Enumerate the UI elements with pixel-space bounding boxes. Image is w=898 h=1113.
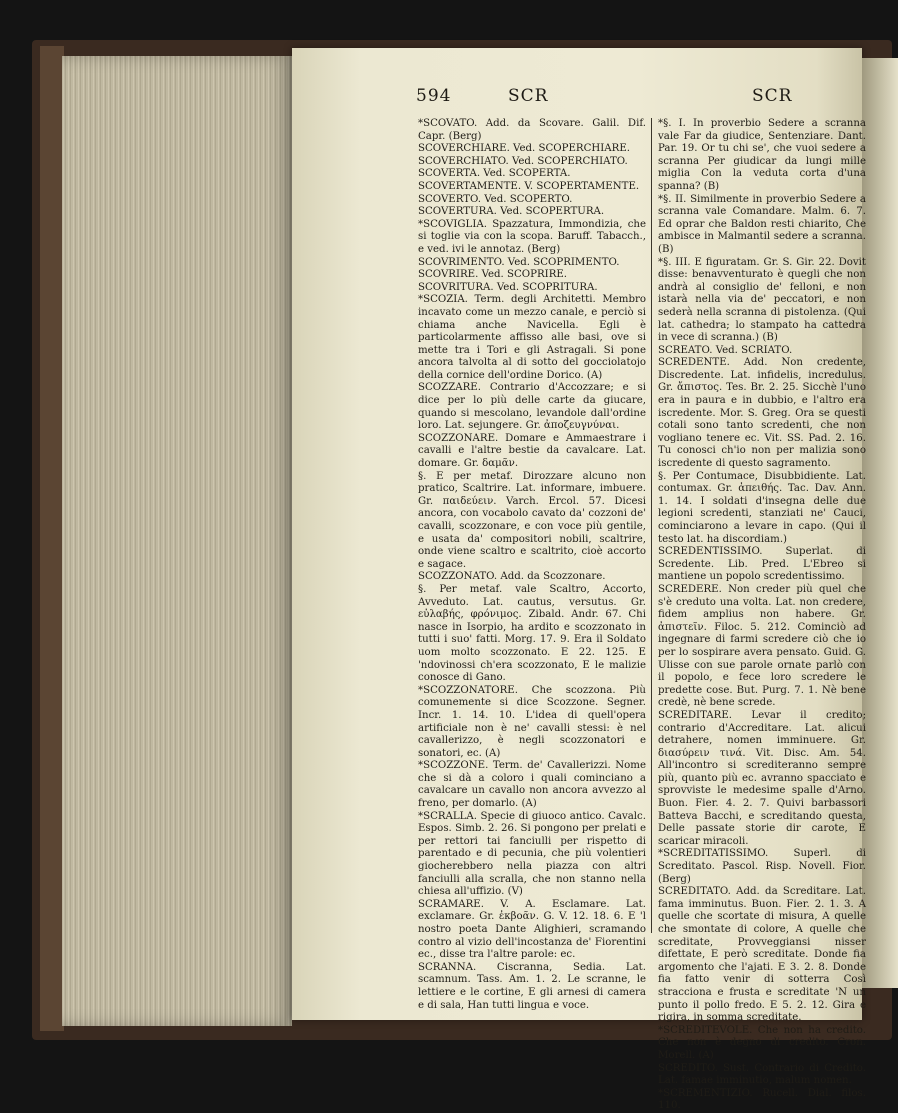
entry: *SCREMENTIZIO. Rucell. Dial. filos. 110. — [658, 1087, 866, 1112]
entry: §. Per Contumace, Disubbidiente. Lat. contumax. Gr. ἀπειθής. Tac. Dav. Ann. 1. 14. I soldati d'insegna delle due legioni scredenti, stanziati ne' Cauci, cominciarono a levare in capo. (Qui il testo lat. ha discordiam.) — [658, 470, 866, 545]
entry: SCREDERE. Non creder più quel che s'è creduto una volta. Lat. non credere, fidem amplius non habere. Gr. ἀπιστεῖν. Filoc. 5. 212. Cominciò ad ingegnare di farmi scredere ciò che io per lo sospirare avera pensato. Guid. G. Ulisse con sue parole ornate parlò con il popolo, e fece loro scredere le predette cose. But. Purg. 7. 1. Nè bene credè, nè bene screde. — [658, 583, 866, 709]
page-block-edge — [62, 56, 292, 1026]
right-column — [658, 118, 866, 1112]
entry: *SCOVIGLIA. Spazzatura, Immondizia, che si toglie via con la scopa. Baruff. Tabacch., e ved. ivi le annotaz. (Berg) — [418, 218, 646, 255]
entry: SCOVRIRE. Ved. SCOPRIRE. — [418, 269, 568, 281]
entry: SCOVERTAMENTE. V. SCOPERTAMENTE. — [418, 180, 640, 192]
entry: SCOVERCHIATO. Ved. SCOPERCHIATO. — [418, 155, 628, 167]
entry: *SCREDITATISSIMO. Superl. di Screditato. Pascol. Risp. Novell. Fior. (Berg) — [658, 848, 866, 885]
entry: SCREATO. Ved. SCRIATO. — [658, 344, 793, 356]
entry: SCRAMARE. V. A. Esclamare. Lat. exclamare. Gr. ἐκβοᾶν. G. V. 12. 18. 6. E 'l nostro poeta Dante Alighieri, scramando contro al vizio dell'incostanza de' Fiorentini ec., disse tra l'altre parole: ec. — [418, 898, 646, 961]
entry: *SCRALLA. Specie di giuoco antico. Cavalc. Espos. Simb. 2. 26. Si pongono per prelati e per rettori tai fanciulli per rispetto di parentado e di pecunia, che più volentieri giocherebbero nella piazza con altri fanciulli alla scralla, che non stanno nella chiesa all'uffizio. (V) — [418, 810, 646, 898]
column-divider — [651, 118, 652, 933]
entry: SCRANNA. Ciscranna, Sedia. Lat. scamnum. Tass. Am. 1. 2. Le scranne, le lettiere e le cortine, E gli arnesi di camera e di sala, Han tutti lingua e voce. — [418, 961, 646, 1011]
left-column — [418, 118, 646, 1012]
page-number: 594 — [416, 86, 452, 106]
entry: SCREDENTE. Add. Non credente, Discredente. Lat. infidelis, incredulus. Gr. ἄπιστος. Tes. Br. 2. 25. Sicchè l'uno era in paura e in dubbio, e l'altro era iscredente. Mor. S. Greg. Ora se questi cotali sono tanto scredenti, che non vogliano tenere ec. Vit. SS. Pad. 2. 16. Tu conosci ch'io non per malizia sono iscredente di questo sagramento. — [658, 357, 866, 470]
entry: *§. I. In proverbio Sedere a scranna vale Far da giudice, Sentenziare. Dant. Par. 19. Or tu chi se', che vuoi sedere a scranna Per giudicar da lungi mille miglia Con la veduta corta d'una spanna? (B) — [658, 118, 866, 192]
book-spine-edge — [40, 46, 64, 1031]
entry: SCREDITATO. Add. da Screditare. Lat. fama imminutus. Buon. Fier. 2. 1. 3. A quelle che scortate di misura, A quelle che smontate di colore, A quelle che screditate, Provveggiansi nisser difettate, E però screditate. Donde fia argomento che l'ajati. E 3. 2. 8. Donde fia fatto venir di sotterra Così stracciona e frusta e screditate 'N un punto il pollo fredo. E 5. 2. 12. Gira e rigira, in somma screditate. — [658, 886, 866, 1024]
entry: SCOVERTURA. Ved. SCOPERTURA. — [418, 206, 605, 218]
entry: SCOVERTO. Ved. SCOPERTO. — [418, 193, 573, 205]
entry: *SCOZIA. Term. degli Architetti. Membro incavato come un mezzo canale, e perciò si chiama anche Navicella. Egli è particolarmente affisso alle basi, ove si mette tra i Tori e gli Astragali. Si pone ancora talvolta al di sotto del gocciolatojo della cornice dell'ordine Dorico. (A) — [418, 294, 646, 381]
entry: SCOZZONATO. Add. da Scozzonare. — [418, 571, 606, 583]
entry: SCOVERTA. Ved. SCOPERTA. — [418, 168, 571, 180]
entry: SCOVRITURA. Ved. SCOPRITURA. — [418, 281, 598, 293]
running-head-right: SCR — [752, 86, 793, 106]
entry: *SCREDITEVOLE. Che non ha credito. Che non è degno di credito. Cron. Morell. (A) — [658, 1024, 866, 1061]
entry: SCREDITARE. Levar il credito; contrario d'Accreditare. Lat. alicui detrahere, nomen imminuere. Gr. διασύρειν τινά. Vit. Disc. Am. 54. All'incontro si screditeranno sempre più, quanto più ec. avranno spacciato e sprovviste le medesime spalle d'Arno. Buon. Fier. 4. 2. 7. Quivi barbassori Batteva Bacchi, e screditando questa, Delle passate storie dir carote, E scaricar miracoli. — [658, 709, 866, 847]
entry: SCOVERCHIARE. Ved. SCOPERCHIARE. — [418, 143, 630, 155]
running-head-left: SCR — [508, 86, 549, 106]
entry: SCOZZONARE. Domare e Ammaestrare i cavalli e l'altre bestie da cavalcare. Lat. domare. Gr. δαμᾶν. — [418, 432, 646, 470]
entry: SCREDENTISSIMO. Superlat. di Scredente. Lib. Pred. L'Ebreo si mantiene un popolo scredentissimo. — [658, 546, 866, 583]
entry: *§. II. Similmente in proverbio Sedere a scranna vale Comandare. Malm. 6. 7. Ed oprar che Baldon resti chiarito, Che ambisce in Malmantil sedere a scranna. (B) — [658, 193, 866, 255]
entry: *SCOZZONE. Term. de' Cavallerizzi. Nome che si dà a coloro i quali cominciano a cavalcare un cavallo non ancora avvezzo al freno, per domarlo. (A) — [418, 760, 646, 810]
entry: SCOZZARE. Contrario d'Accozzare; e si dice per lo più delle carte da giucare, quando si mescolano, levandole dall'ordine loro. Lat. sejungere. Gr. ἀποζευγνύναι. — [418, 382, 646, 432]
entry: *SCOZZONATORE. Che scozzona. Più comunemente si dice Scozzone. Segner. Incr. 1. 14. 10. L'idea di quell'opera artificiale non è ne' cavalli stessi: è nel cavallerizzo, è negli scozzonatori e sonatori, ec. (A) — [418, 684, 646, 759]
entry: *§. III. E figuratam. Gr. S. Gir. 22. Dovit disse: benavventurato è quegli che non andrà al consiglio de' felloni, e non istarà nella via de' peccatori, e non sederà nella scranna di pistolenza. (Qui lat. cathedra; lo stampato ha cattedra in vece di scranna.) (B) — [658, 256, 866, 344]
entry: §. Per metaf. vale Scaltro, Accorto, Avveduto. Lat. cautus, versutus. Gr. εὐλαβής, φρόνιμος. Zibald. Andr. 67. Chi nasce in Isorpio, ha ardito e scozzonato in tutti i suo' fatti. Morg. 17. 9. Era il Soldato uom molto scozzonato. E 22. 125. E 'ndovinossi ch'era scozzonato, E le malizie conosce di Gano. — [418, 583, 646, 684]
entry: SCREDITO. Sust. Contrario di Credito. Lat. famae imminutio, malum nomen. — [658, 1062, 866, 1087]
facing-page-edge — [862, 58, 898, 988]
entry: SCOVRIMENTO. Ved. SCOPRIMENTO. — [418, 256, 620, 268]
entry: §. E per metaf. Dirozzare alcuno non pratico, Scaltrire. Lat. informare, imbuere. Gr. παιδεύειν. Varch. Ercol. 57. Dicesi ancora, con vocabolo cavato da' cozzoni de' cavalli, scozzonare, e con voce più gentile, e usata da' compositori nobili, scaltrire, onde viene scaltro e scaltrito, cioè accorto e sagace. — [418, 470, 646, 570]
entry: *SCOVATO. Add. da Scovare. Galil. Dif. Capr. (Berg) — [418, 118, 646, 142]
